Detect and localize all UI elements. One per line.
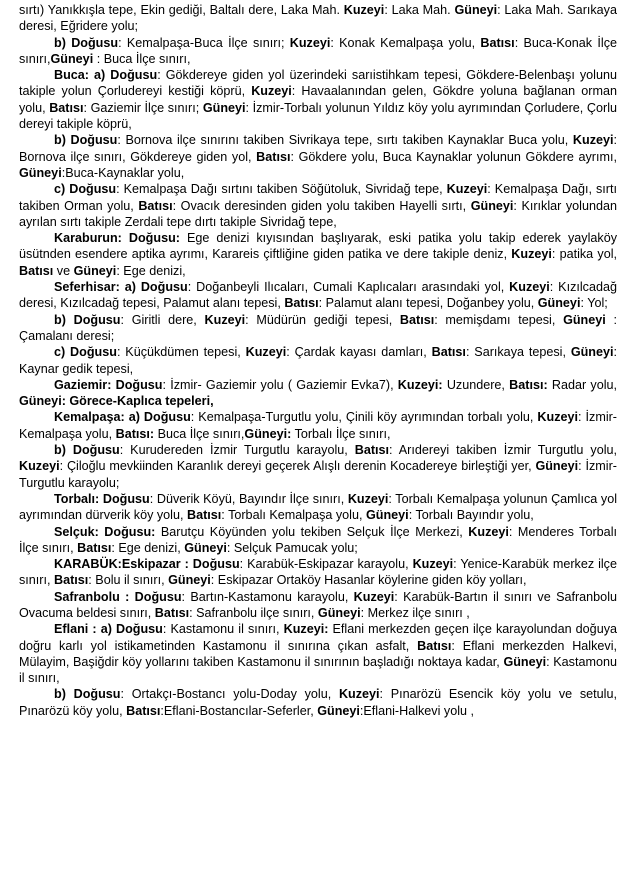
body-text: : Küçükdümen tepesi, — [116, 345, 246, 360]
paragraph — [19, 2, 617, 35]
bold-label: Batısı — [138, 198, 173, 213]
bold-label: c) Doğusu — [54, 345, 117, 360]
paragraph — [19, 230, 617, 279]
bold-label: Güneyi — [535, 459, 579, 474]
body-text: : Ovacık deresinden giden yolu takiben Hayelli sırtı, — [172, 198, 471, 213]
body-text: : İzmir-Torbalı yolunun Yıldız köy yolu ayrımından Çorludere, Çorlu dereyi takiple köprü, — [19, 100, 617, 132]
bold-label: b) Doğusu — [54, 312, 121, 327]
body-text: : Kurudereden İzmir Turgutlu karayolu, — [119, 443, 355, 458]
bold-label: Batısı — [154, 605, 190, 620]
body-text: Radar yolu, — [547, 377, 618, 392]
body-text: : Torbalı Kemalpaşa yolu, — [221, 508, 366, 523]
body-text: : Torbalı Kemalpaşa yolunun Çamlıca yol ayrımından dürverik köy yolu, — [19, 491, 617, 523]
body-text: : Doğanbeyli Ilıcaları, Cumali Kaplıcaları arasındaki yol, — [187, 280, 510, 295]
paragraph — [19, 35, 617, 68]
bold-label: KARABÜK:Eskipazar : Doğusu — [54, 557, 240, 572]
bold-label: Kuzeyi — [347, 491, 389, 506]
body-text: : Düverik Köyü, Bayındır İlçe sınırı, — [149, 491, 348, 506]
body-text: : Çamalanı deresi; — [19, 312, 617, 343]
bold-label: Batısı — [417, 638, 452, 653]
body-text: : Giritli dere, — [120, 312, 205, 327]
bold-label: Torbalı: Doğusu — [54, 491, 150, 506]
body-text: : Palamut alanı tepesi, Doğanbey yolu, — [318, 296, 538, 311]
bold-label: Batısı — [54, 573, 89, 588]
body-text: : Karabük-Bartın il sınırı ve Safranbolu Ovacuma beldesi sınırı, — [19, 589, 617, 620]
bold-label: Güneyi — [503, 654, 547, 669]
body-text: : Ege denizi, — [111, 540, 185, 555]
body-text: : Selçuk Pamucak yolu; — [226, 540, 358, 555]
bold-label: Güneyi: Görece-Kaplıca tepeleri, — [19, 394, 214, 409]
body-text: : Çiloğlu mevkiinden Karanlık dereyi geçerek Alışlı derenin Kocadereye birleştiği yer, — [59, 459, 536, 474]
bold-label: Kuzeyi — [446, 182, 488, 197]
body-text: sırtı) Yanıkkışla tepe, Ekin gediği, Baltalı dere, Laka Mah. — [19, 3, 344, 17]
bold-label: Kemalpaşa: a) Doğusu — [54, 410, 191, 425]
bold-label: Güneyi — [563, 312, 606, 327]
paragraph — [19, 686, 617, 719]
bold-label: Kuzeyi — [468, 524, 509, 539]
paragraph — [19, 312, 617, 345]
body-text: : Gökdereye giden yol üzerindeki sarıistihkam tepesi, Gökdere-Belenbaşı yolunu takiple yolun Çorludereyi kestiği köprü, — [19, 68, 617, 99]
bold-label: Güneyi — [202, 100, 246, 115]
bold-label: Güneyi — [184, 540, 227, 555]
bold-label: Kuzeyi: — [397, 377, 443, 392]
body-text: : Müdürün gediği tepesi, — [245, 312, 400, 327]
body-text: : Sarıkaya tepesi, — [465, 345, 571, 360]
paragraph — [19, 589, 617, 622]
body-text: :Eflani-Bostancılar-Seferler, — [160, 703, 318, 718]
body-text: : Torbalı Bayındır yolu, — [408, 508, 534, 523]
bold-label: Batısı — [77, 540, 112, 555]
body-text: : İzmir-Turgutlu karayolu; — [19, 459, 617, 490]
body-text: : Ege denizi, — [116, 263, 186, 278]
paragraph — [19, 524, 617, 557]
bold-label: Kuzeyi — [245, 345, 287, 360]
paragraph — [19, 621, 617, 686]
body-text: : Çardak kayası damları, — [286, 345, 432, 360]
body-text: : Merkez ilçe sınırı , — [360, 605, 470, 620]
body-text: : Gökdere yolu, Buca Kaynaklar yolunun Gökdere ayrımı, — [290, 149, 617, 164]
body-text: : Safranbolu ilçe sınırı, — [189, 605, 318, 620]
bold-label: Batısı — [399, 312, 435, 327]
body-text: : Kemalpaşa-Buca İlçe sınırı; — [118, 35, 290, 50]
paragraph — [19, 279, 617, 312]
body-text: Eflani merkezden geçen ilçe karayolundan doğuya doğru karlı yol istikametinden Kastamonu il sınırına çıkan asfalt, — [19, 622, 617, 653]
body-text: Uzundere, — [442, 377, 510, 392]
body-text: Barutçu Köyünden yolu tekiben Selçuk İlçe Merkezi, — [155, 524, 469, 539]
bold-label: Buca: a) Doğusu — [54, 68, 158, 83]
body-text: : Bartın-Kastamonu karayolu, — [181, 589, 354, 604]
body-text: : Kemalpaşa Dağı sırtını takiben Söğütoluk, Sivridağ tepe, — [116, 182, 447, 197]
body-text: : Bolu il sınırı, — [88, 573, 169, 588]
paragraph — [19, 442, 617, 491]
paragraph — [19, 132, 617, 181]
paragraph — [19, 409, 617, 442]
body-text: : Kırıklar yolundan ayrılan sırtı takiple Zerdali tepe dırtı takiple Sivridağ tepe, — [19, 198, 617, 229]
bold-label: Kuzeyi: — [283, 622, 329, 637]
bold-label: b) Doğusu — [54, 133, 118, 148]
body-text: : Bornova ilçe sınırını takiben Sivrikaya tepe, sırtı takiben Kaynaklar Buca yolu, — [117, 133, 573, 148]
bold-label: Kuzeyi — [509, 280, 550, 295]
bold-label: Güneyi: — [244, 426, 292, 441]
body-text: Buca İlçe sınırı, — [154, 426, 245, 441]
body-text: : Eflani merkezden Halkevi, Mülayim, Başiğdir köy yollarını takiben Kastamonu il sınırının başladığı noktaya kadar, — [19, 638, 617, 669]
bold-label: Eflani : a) Doğusu — [54, 622, 163, 637]
paragraph — [19, 67, 617, 132]
bold-label: Kuzeyi — [412, 557, 454, 572]
bold-label: Batısı — [354, 443, 390, 458]
paragraph — [19, 556, 617, 589]
bold-label: Güneyi — [454, 3, 498, 17]
body-text: ve — [53, 263, 74, 278]
body-text: : memişdamı tepesi, — [434, 312, 564, 327]
paragraph — [19, 491, 617, 524]
body-text: : patika yol, — [551, 247, 617, 262]
bold-label: Selçuk: Doğusu: — [54, 524, 156, 539]
body-text: : İzmir- Gaziemir yolu ( Gaziemir Evka7), — [162, 377, 398, 392]
body-text: : Havaalanından gelen, Gökdre yoluna bağlanan orman yolu, — [19, 84, 617, 115]
bold-label: Kuzeyi — [289, 35, 331, 50]
bold-label: Batısı — [49, 100, 84, 115]
bold-label: Batısı — [126, 703, 161, 718]
body-text: : Kastamonu il sınırı, — [162, 622, 284, 637]
bold-label: Kuzeyi — [338, 687, 380, 702]
body-text: : Menderes Torbalı İlçe sınırı, — [19, 524, 617, 555]
bold-label: Seferhisar: a) Doğusu — [54, 280, 188, 295]
body-text: : Karabük-Eskipazar karayolu, — [239, 557, 413, 572]
bold-label: b) Doğusu — [54, 35, 119, 50]
bold-label: Güneyi — [73, 263, 117, 278]
bold-label: Güneyi — [470, 198, 514, 213]
bold-label: Gaziemir: Doğusu — [54, 377, 163, 392]
body-text: Torbalı İlçe sınırı, — [291, 426, 391, 441]
bold-label: Güneyi — [537, 296, 581, 311]
body-text: : Eskipazar Ortaköy Hasanlar köylerine giden köy yolları, — [210, 573, 527, 588]
bold-label: Güneyi — [317, 605, 361, 620]
body-text: : Konak Kemalpaşa yolu, — [330, 35, 481, 50]
bold-label: Kuzeyi — [204, 312, 246, 327]
paragraph — [19, 377, 617, 410]
body-text: : Yenice-Karabük merkez ilçe sınırı, — [19, 557, 617, 588]
body-text: : Kastamonu il sınırı, — [19, 654, 617, 686]
bold-label: Karaburun: Doğusu: — [54, 231, 180, 246]
body-text: : Arıdereyi takiben İzmir Turgutlu yolu, — [389, 443, 617, 458]
bold-label: Kuzeyi — [572, 133, 614, 148]
bold-label: Kuzeyi — [343, 3, 385, 17]
bold-label: Batısı — [431, 345, 466, 360]
bold-label: Güneyi — [317, 703, 360, 718]
bold-label: Kuzeyi — [251, 84, 292, 99]
bold-label: Güneyi — [168, 573, 211, 588]
bold-label: Kuzeyi — [511, 247, 552, 262]
body-text: : Ortakçı-Bostancı yolu-Doday yolu, — [120, 687, 339, 702]
bold-label: Batısı — [256, 149, 291, 164]
body-text: : Pınarözü Esencik köy yolu ve setulu, Pınarözü köy yolu, — [19, 687, 617, 718]
body-text: : Laka Mah. — [384, 3, 455, 17]
body-text: : Yol; — [580, 296, 608, 311]
bold-label: Kuzeyi — [537, 410, 579, 425]
bold-label: Kuzeyi — [353, 589, 395, 604]
body-text: : İzmir- Kemalpaşa yolu, — [19, 410, 617, 441]
bold-label: Güneyi — [570, 345, 614, 360]
body-text: : Buca-Konak İlçe sınırı, — [19, 35, 617, 66]
bold-label: Güneyi — [50, 51, 94, 66]
bold-label: Batısı — [480, 35, 515, 50]
body-text: : Laka Mah. Sarıkaya deresi, Eğridere yolu; — [19, 3, 617, 34]
body-text: :Eflani-Halkevi yolu , — [359, 703, 474, 718]
body-text: : Gaziemir İlçe sınırı; — [83, 100, 203, 115]
bold-label: b) Doğusu — [54, 443, 120, 458]
body-text: : Bornova ilçe sınırı, Gökdereye giden yol, — [19, 133, 617, 164]
bold-label: Kuzeyi — [19, 459, 60, 474]
paragraph — [19, 181, 617, 230]
bold-label: Batısı — [19, 263, 54, 278]
body-text: : Kemalpaşa Dağı, sırtı takiben Orman yolu, — [19, 182, 617, 213]
body-text: : Kemalpaşa-Turgutlu yolu, Çinili köy ayrımından torbalı yolu, — [190, 410, 538, 425]
body-text: Ege denizi kıyısından başlıyarak, eski patika yolu takip ederek yaylaköy üsütnden esendere aptika ayrımı, Karareis çiftliğine giden patika ve dere takiple deniz, — [19, 231, 617, 262]
bold-label: Safranbolu : Doğusu — [54, 589, 182, 604]
bold-label: Batısı — [284, 296, 319, 311]
bold-label: Güneyi — [365, 508, 409, 523]
bold-label: c) Doğusu — [54, 182, 117, 197]
bold-label: Güneyi — [19, 165, 62, 180]
body-text: : Kızılcadağ deresi, Kızılcadağ tepesi, Palamut alanı tepesi, — [19, 280, 617, 311]
paragraph — [19, 344, 617, 377]
body-text: : Kaynar gedik tepesi, — [19, 345, 618, 376]
bold-label: Batısı: — [115, 426, 155, 441]
bold-label: Batısı: — [509, 377, 548, 392]
bold-label: Batısı — [187, 508, 222, 523]
body-text: : Buca İlçe sınırı, — [93, 51, 191, 66]
bold-label: b) Doğusu — [54, 687, 121, 702]
body-text: :Buca-Kaynaklar yolu, — [61, 165, 185, 180]
